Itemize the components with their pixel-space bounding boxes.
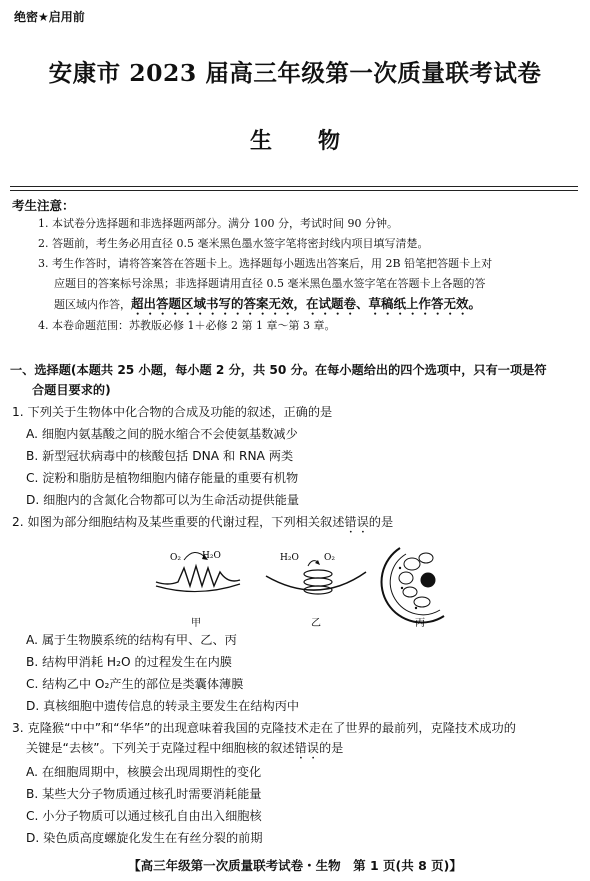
divider-thin: [10, 190, 578, 191]
notice-item-3-cont: 应题目的答案标号涂黑；非选择题请用直径 0.5 毫米黑色墨水签字笔在答题卡上各题的答: [54, 277, 486, 290]
question-3-option-b: B. 某些大分子物质通过核孔时需要消耗能量: [26, 787, 262, 801]
notice-item-3-tail: 题区域内作答，: [54, 298, 131, 311]
page-footer: 【高三年级第一次质量联考试卷・生物 第 1 页(共 8 页)】: [128, 858, 462, 873]
question-2-option-b: B. 结构甲消耗 H₂O 的过程发生在内膜: [26, 655, 232, 669]
figure-label-yi: 乙: [311, 618, 321, 628]
notice-title: 考生注意：: [12, 198, 75, 213]
question-2-emphasis: 错误: [344, 515, 369, 529]
jia-h2o-label: H₂O: [202, 551, 221, 561]
notice-emphasis: 超出答题区域书写的答案无效，在试题卷、草稿纸上作答无效。: [131, 296, 482, 311]
jia-o2-label: O₂: [170, 553, 181, 563]
exam-title: 安康市 2023 届高三年级第一次质量联考试卷: [48, 59, 542, 87]
question-3-stem-text: 关键是“去核”。下列关于克隆过程中细胞核的叙述: [26, 741, 295, 755]
figure-label-bing: 丙: [415, 618, 425, 628]
question-2-option-a: A. 属于生物膜系统的结构有甲、乙、丙: [26, 633, 237, 647]
notice-item-1: 1. 本试卷分选择题和非选择题两部分。满分 100 分，考试时间 90 分钟。: [38, 217, 398, 230]
notice-item-2: 2. 答题前，考生务必用直径 0.5 毫米黑色墨水签字笔将密封线内项目填写清楚。: [38, 237, 429, 250]
notice-item-3-cont2: [54, 294, 590, 318]
question-3-emphasis: 错误: [294, 741, 319, 755]
confidential-mark: 绝密★启用前: [14, 10, 85, 24]
question-2-option-c: C. 结构乙中 O₂产生的部位是类囊体薄膜: [26, 677, 244, 691]
divider-thick: [10, 186, 578, 187]
question-1-option-c: C. 淀粉和脂肪是植物细胞内储存能量的重要有机物: [26, 471, 299, 485]
question-3-stem-cont: [26, 738, 343, 762]
section-heading: 一、选择题(本题共 25 小题，每小题 2 分，共 50 分。在每小题给出的四个选项中，只有一项是符: [10, 363, 547, 377]
question-3-stem: 3. 克隆猴“中中”和“华华”的出现意味着我国的克隆技术走在了世界的最前列，克隆技术成功的: [12, 721, 516, 735]
cell-structure-figure: [148, 536, 448, 628]
question-1-option-d: D. 细胞内的含氮化合物都可以为生命活动提供能量: [26, 493, 300, 507]
subject-title: 生物: [249, 129, 386, 154]
question-2-stem-text: 2. 如图为部分细胞结构及某些重要的代谢过程，下列相关叙述: [12, 515, 345, 529]
question-2-option-d: D. 真核细胞中遗传信息的转录主要发生在结构丙中: [26, 699, 300, 713]
question-1-stem: 1. 下列关于生物体中化合物的合成及功能的叙述，正确的是: [12, 405, 333, 419]
question-2-stem-end: 的是: [368, 515, 394, 529]
question-3-stem-end: 的是: [318, 741, 344, 755]
figure-label-jia: 甲: [191, 618, 201, 628]
yi-o2-label: O₂: [324, 553, 335, 563]
question-3-option-c: C. 小分子物质可以通过核孔自由出入细胞核: [26, 809, 262, 823]
question-3-option-d: D. 染色质高度螺旋化发生在有丝分裂的前期: [26, 831, 263, 845]
chloroplast-yi: [266, 553, 366, 594]
question-2-stem: [12, 512, 393, 536]
question-1-option-b: B. 新型冠状病毒中的核酸包括 DNA 和 RNA 两类: [26, 449, 294, 463]
mitochondrion-jia: [156, 551, 240, 592]
nucleus-bing: [382, 548, 444, 622]
section-heading-cont: 合题目要求的): [32, 383, 111, 397]
notice-item-4: 4. 本卷命题范围：苏教版必修 1＋必修 2 第 1 章～第 3 章。: [38, 319, 336, 332]
yi-h2o-label: H₂O: [280, 553, 299, 563]
question-1-option-a: A. 细胞内氨基酸之间的脱水缩合不会使氨基数减少: [26, 427, 298, 441]
notice-item-3: 3. 考生作答时，请将答案答在答题卡上。选择题每小题选出答案后，用 2B 铅笔把答题卡上对: [38, 257, 493, 270]
question-3-option-a: A. 在细胞周期中，核膜会出现周期性的变化: [26, 765, 262, 779]
